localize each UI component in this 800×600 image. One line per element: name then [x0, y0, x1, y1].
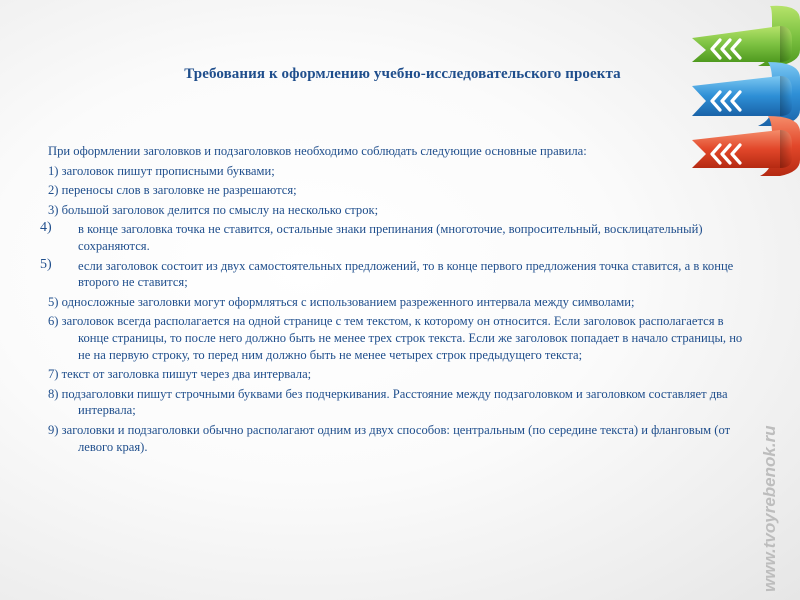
- ribbon-decoration: [640, 0, 800, 200]
- rule-number: 4): [40, 220, 52, 236]
- red-ribbon: [692, 116, 800, 176]
- rule-item-10: 9) заголовки и подзаголовки обычно располагают одним из двух способов: центральным (по середине текста) и фланговым (от левого края).: [48, 422, 731, 454]
- rule-item-4: [40, 221, 745, 254]
- rule-item-6: 5) односложные заголовки могут оформляться с использованием разреженного интервала между символами;: [48, 294, 635, 309]
- rule-number: 5): [40, 256, 52, 272]
- intro-paragraph: При оформлении заголовков и подзаголовков необходимо соблюдать следующие основные правила:: [48, 144, 587, 158]
- slide-title: Требования к оформлению учебно-исследовательского проекта: [184, 66, 621, 82]
- rule-item-5: [40, 258, 745, 291]
- rule-item-9: 8) подзаголовки пишут строчными буквами без подчеркивания. Расстояние между подзаголовком и заголовком составляет два интервала;: [48, 386, 728, 418]
- rule-item-7: 6) заголовок всегда располагается на одной странице с тем текстом, к которому он относится. Если заголовок располагается в конце страницы, то после него должно быть не менее трех строк текста. Если же заголовок попадает в начало страницы, но не на первую строку, то перед ним должно быть не менее четырех строк предыдущего текста;: [48, 314, 743, 362]
- rule-item-3: 3) большой заголовок делится по смыслу на несколько строк;: [48, 202, 379, 217]
- watermark: [760, 412, 786, 592]
- rule-text: если заголовок состоит из двух самостоятельных предложений, то в конце первого предложения точка ставится, а в конце второго не ставится;: [78, 258, 734, 290]
- blue-ribbon: [692, 62, 800, 126]
- rule-item-2: 2) переносы слов в заголовке не разрешаются;: [48, 183, 297, 198]
- watermark-text: www.tvoyrebenok.ru: [760, 425, 779, 592]
- green-ribbon: [692, 6, 800, 66]
- rule-item-8: 7) текст от заголовка пишут через два интервала;: [48, 367, 312, 382]
- rule-item-1: 1) заголовок пишут прописными буквами;: [48, 163, 275, 178]
- rule-text: в конце заголовка точка не ставится, остальные знаки препинания (многоточие, вопросительный, восклицательный) сохраняются.: [78, 222, 703, 253]
